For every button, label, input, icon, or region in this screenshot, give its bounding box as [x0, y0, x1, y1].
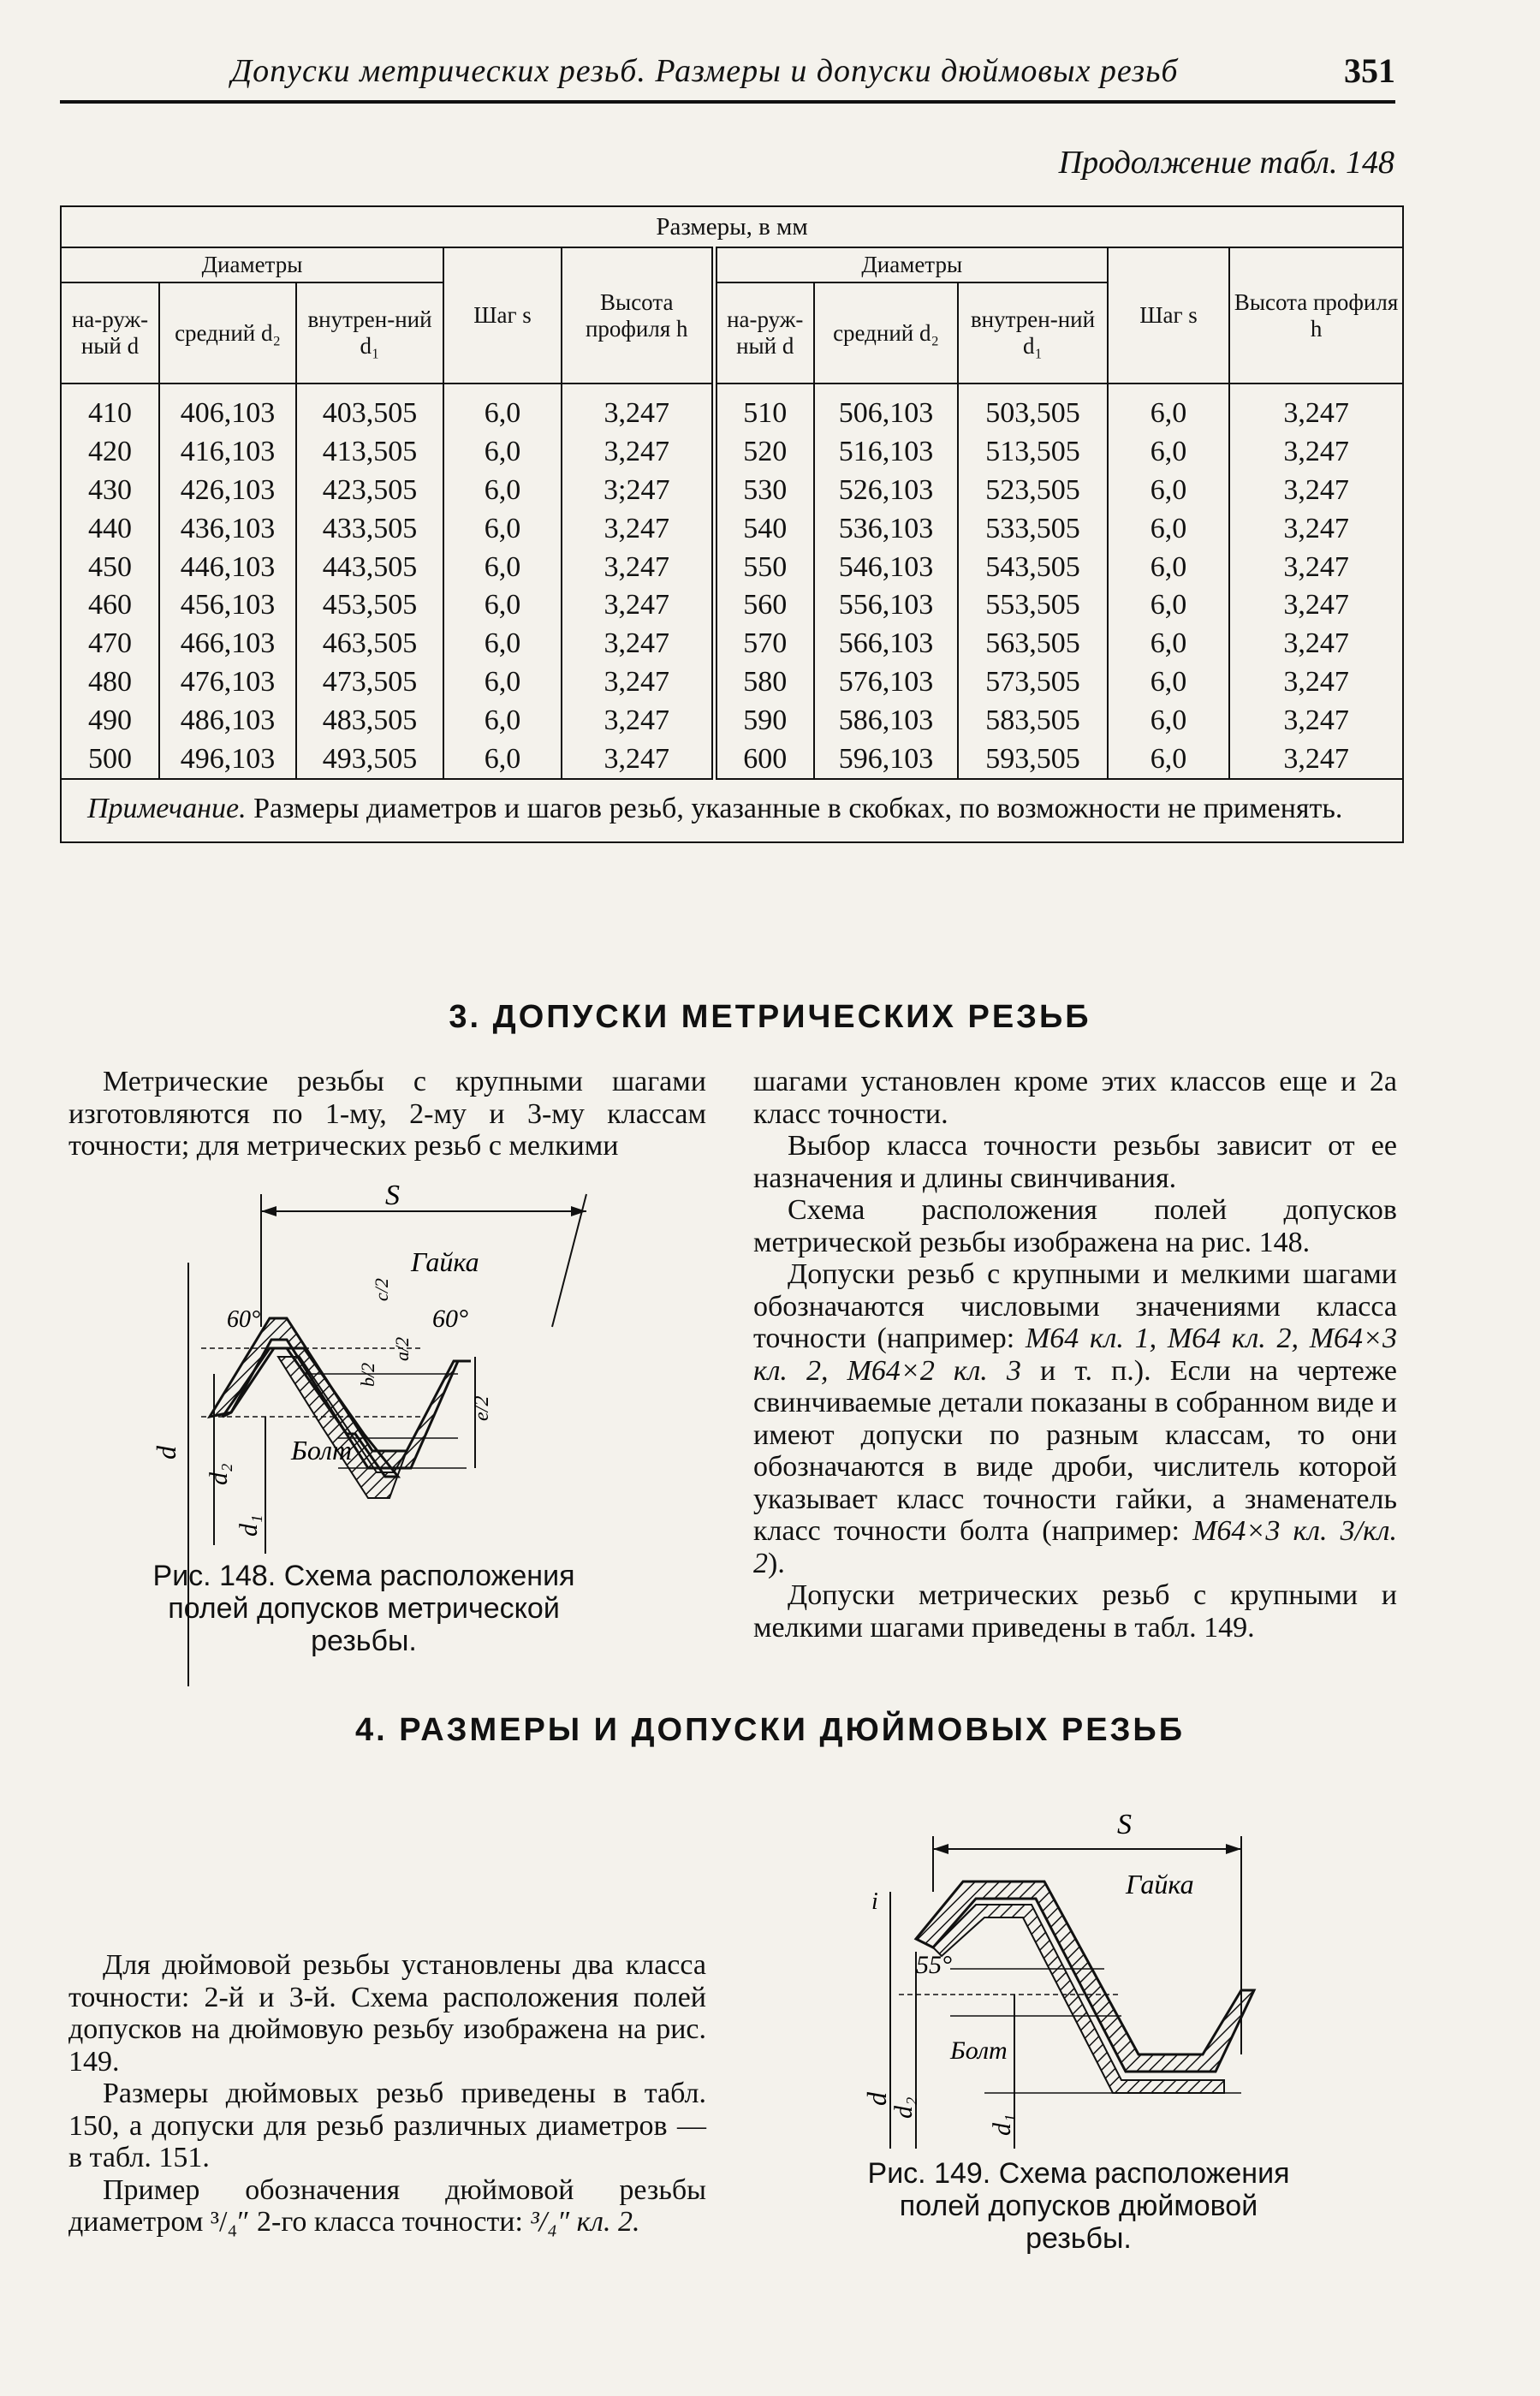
- table-cell: 6,0: [443, 472, 562, 510]
- table-note-text: Размеры диаметров и шагов резьб, указанные в скобках, по возможности не применять.: [246, 792, 1343, 824]
- table-cell: 433,505: [296, 509, 443, 548]
- header-height-right: Высота профиля h: [1229, 247, 1403, 383]
- section-4-p2: Размеры дюймовых резьб приведены в табл. 150, а допуски для резьб различных диаметров — в табл. 151.: [68, 2078, 706, 2173]
- section-3-right-p4-text-c: ).: [768, 1547, 785, 1579]
- fig148-label-c2: c/2: [371, 1278, 392, 1301]
- table-note: [61, 779, 1403, 842]
- table-cell: 3,247: [562, 509, 714, 548]
- table-cell: 573,505: [958, 663, 1108, 702]
- table-cell: 546,103: [814, 548, 958, 586]
- header-diameters-right: Диаметры: [714, 247, 1108, 282]
- table-cell: 526,103: [814, 472, 958, 510]
- table-cell: 510: [714, 383, 814, 433]
- table-cell: 500: [61, 740, 159, 779]
- table-caption: Размеры, в мм: [61, 206, 1403, 247]
- table-cell: 563,505: [958, 625, 1108, 663]
- fig148-label-b2: b/2: [357, 1362, 378, 1387]
- fig149-label-i: i: [871, 1888, 878, 1915]
- table-cell: 600: [714, 740, 814, 779]
- table-cell: 556,103: [814, 586, 958, 625]
- table-cell: 566,103: [814, 625, 958, 663]
- section-3-right-p4: [753, 1258, 1397, 1579]
- table-cell: 466,103: [159, 625, 296, 663]
- table-cell: 3,247: [562, 586, 714, 625]
- table-cell: 6,0: [443, 509, 562, 548]
- figure-149-caption: Рис. 149. Схема расположения полей допусков дюймовой резьбы.: [867, 2157, 1290, 2255]
- section-3-example-2: М64×3 кл. 3/кл. 2: [753, 1515, 1397, 1579]
- table-cell: 480: [61, 663, 159, 702]
- table-cell: 550: [714, 548, 814, 586]
- section-4-example: ³/₄″ кл. 2.: [530, 2206, 640, 2238]
- table-cell: 3,247: [1229, 663, 1403, 702]
- table-cell: 436,103: [159, 509, 296, 548]
- table-cell: 536,103: [814, 509, 958, 548]
- page-number: 351: [1344, 51, 1395, 90]
- table-cell: 530: [714, 472, 814, 510]
- table-cell: 6,0: [443, 548, 562, 586]
- fig149-label-d2: d₂: [889, 2096, 918, 2119]
- table-cell: 6,0: [1108, 433, 1229, 472]
- table-cell: 6,0: [1108, 586, 1229, 625]
- table-cell: 533,505: [958, 509, 1108, 548]
- table-cell: 410: [61, 383, 159, 433]
- table-cell: 6,0: [1108, 740, 1229, 779]
- section-3-right-p4-text-a: Допуски резьб с крупными и мелкими шагами обозначаются числовыми значениями класса точности (например:: [753, 1258, 1397, 1354]
- section-4-text: [68, 1949, 706, 2238]
- table-row: [61, 740, 1403, 779]
- table-cell: 413,505: [296, 433, 443, 472]
- table-cell: 3,247: [1229, 701, 1403, 740]
- fig148-label-bolt: Болт: [291, 1435, 353, 1466]
- header-outer-right: на-руж-ный d: [714, 282, 814, 383]
- fig149-label-nut: Гайка: [1126, 1869, 1194, 1900]
- table-cell: 3,247: [1229, 472, 1403, 510]
- section-3-right-p5: Допуски метрических резьб с крупными и мелкими шагами приведены в табл. 149.: [753, 1579, 1397, 1644]
- table-row: [61, 383, 1403, 433]
- fig149-label-d: d: [861, 2092, 892, 2106]
- table-cell: 3,247: [1229, 625, 1403, 663]
- table-cell: 6,0: [1108, 548, 1229, 586]
- table-cell: 576,103: [814, 663, 958, 702]
- table-note-label: Примечание.: [87, 792, 247, 824]
- figure-149-diagram: [861, 1798, 1310, 2157]
- section-4-heading: 4. РАЗМЕРЫ И ДОПУСКИ ДЮЙМОВЫХ РЕЗЬБ: [354, 1712, 1186, 1748]
- fig148-label-d2: d₂: [205, 1463, 233, 1485]
- section-3-left-paragraph: Метрические резьбы с крупными шагами изготовляются по 1-му, 2-му и 3-му классам точности; для метрических резьб с мелкими: [68, 1066, 706, 1162]
- table-row: [61, 509, 1403, 548]
- table-cell: 6,0: [443, 663, 562, 702]
- table-cell: 3,247: [1229, 383, 1403, 433]
- table-cell: 416,103: [159, 433, 296, 472]
- header-inner-right: внутрен-ний d₁: [958, 282, 1108, 383]
- header-pitch-left: Шаг s: [443, 247, 562, 383]
- table-row: [61, 586, 1403, 625]
- table-cell: 3;247: [562, 472, 714, 510]
- table-cell: 593,505: [958, 740, 1108, 779]
- table-cell: 6,0: [1108, 625, 1229, 663]
- section-3-example-1: М64 кл. 1, М64 кл. 2, М64×3 кл. 2, М64×2 кл. 3: [753, 1323, 1398, 1387]
- table-cell: 3,247: [1229, 740, 1403, 779]
- section-4-p3-text-b: 2-го класса точности:: [249, 2206, 531, 2238]
- table-cell: 6,0: [443, 625, 562, 663]
- table-cell: 403,505: [296, 383, 443, 433]
- table-cell: 543,505: [958, 548, 1108, 586]
- header-height-left: Высота профиля h: [562, 247, 714, 383]
- table-row: [61, 472, 1403, 510]
- fig148-label-a2: a/2: [391, 1336, 413, 1361]
- table-cell: 520: [714, 433, 814, 472]
- table-cell: 513,505: [958, 433, 1108, 472]
- table-cell: 6,0: [443, 586, 562, 625]
- section-3-right-p3: Схема расположения полей допусков метрической резьбы изображена на рис. 148.: [753, 1194, 1397, 1258]
- table-cell: 446,103: [159, 548, 296, 586]
- table-148: [60, 205, 1404, 843]
- fig148-label-e2: e/2: [471, 1395, 493, 1421]
- table-body: [61, 383, 1403, 779]
- table-cell: 463,505: [296, 625, 443, 663]
- table-cell: 460: [61, 586, 159, 625]
- header-pitch-right: Шаг s: [1108, 247, 1229, 383]
- table-cell: 540: [714, 509, 814, 548]
- figure-148-diagram: [150, 1177, 621, 1562]
- section-3-left-text: [68, 1066, 706, 1162]
- table-cell: 560: [714, 586, 814, 625]
- table-cell: 3,247: [562, 701, 714, 740]
- table-cell: 3,247: [1229, 548, 1403, 586]
- table-cell: 516,103: [814, 433, 958, 472]
- table-cell: 6,0: [1108, 383, 1229, 433]
- table-cell: 423,505: [296, 472, 443, 510]
- table-cell: 6,0: [1108, 509, 1229, 548]
- table-cell: 6,0: [1108, 472, 1229, 510]
- table-row: [61, 663, 1403, 702]
- table-cell: 420: [61, 433, 159, 472]
- table-row: [61, 433, 1403, 472]
- table-cell: 3,247: [562, 625, 714, 663]
- section-3-right-p1: шагами установлен кроме этих классов еще и 2а класс точности.: [753, 1066, 1397, 1130]
- table-row: [61, 701, 1403, 740]
- table-cell: 583,505: [958, 701, 1108, 740]
- figure-148-caption: Рис. 148. Схема расположения полей допусков метрической резьбы.: [152, 1560, 575, 1657]
- fig148-label-nut: Гайка: [411, 1246, 479, 1277]
- table-cell: 3,247: [562, 383, 714, 433]
- table-cell: 493,505: [296, 740, 443, 779]
- table-cell: 6,0: [443, 740, 562, 779]
- fig149-label-bolt: Болт: [950, 2036, 1008, 2065]
- table-cell: 3,247: [1229, 509, 1403, 548]
- fig148-label-s: S: [385, 1180, 400, 1211]
- table-cell: 6,0: [1108, 663, 1229, 702]
- header-diameters-left: Диаметры: [61, 247, 443, 282]
- table-cell: 430: [61, 472, 159, 510]
- table-cell: 3,247: [562, 663, 714, 702]
- table-cell: 483,505: [296, 701, 443, 740]
- fig148-label-angle-b: 60°: [227, 1306, 261, 1333]
- table-cell: 3,247: [1229, 586, 1403, 625]
- table-continuation-label: Продолжение табл. 148: [1058, 145, 1394, 181]
- table-cell: 453,505: [296, 586, 443, 625]
- table-cell: 6,0: [443, 701, 562, 740]
- table-cell: 590: [714, 701, 814, 740]
- table-cell: 503,505: [958, 383, 1108, 433]
- table-cell: 456,103: [159, 586, 296, 625]
- table-cell: 596,103: [814, 740, 958, 779]
- section-4-p1: Для дюймовой резьбы установлены два класса точности: 2-й и 3-й. Схема расположения полей допусков на дюймовую резьбу изображена на рис. 149.: [68, 1949, 706, 2078]
- fig149-label-d1: d₁: [988, 2114, 1016, 2136]
- table-cell: 473,505: [296, 663, 443, 702]
- header-inner-left: внутрен-ний d₁: [296, 282, 443, 383]
- fig149-label-s: S: [1117, 1809, 1132, 1840]
- section-3-right-text: [753, 1066, 1397, 1644]
- table-cell: 580: [714, 663, 814, 702]
- table-cell: 450: [61, 548, 159, 586]
- table-cell: 586,103: [814, 701, 958, 740]
- section-3-right-p2: Выбор класса точности резьбы зависит от ее назначения и длины свинчивания.: [753, 1130, 1397, 1194]
- table-cell: 6,0: [443, 383, 562, 433]
- fig148-label-d1: d₁: [235, 1514, 263, 1537]
- section-3-heading: 3. ДОПУСКИ МЕТРИЧЕСКИХ РЕЗЬБ: [449, 999, 1091, 1035]
- table-cell: 470: [61, 625, 159, 663]
- table-cell: 3,247: [562, 740, 714, 779]
- table-cell: 496,103: [159, 740, 296, 779]
- fig148-bolt-tolerance-field: [278, 1357, 407, 1498]
- fig148-label-angle-a: 60°: [432, 1305, 468, 1333]
- header-outer-left: на-руж-ный d: [61, 282, 159, 383]
- table-cell: 6,0: [443, 433, 562, 472]
- table-cell: 476,103: [159, 663, 296, 702]
- table-row: [61, 548, 1403, 586]
- table-cell: 3,247: [1229, 433, 1403, 472]
- table-row: [61, 625, 1403, 663]
- table-cell: 553,505: [958, 586, 1108, 625]
- table-cell: 3,247: [562, 548, 714, 586]
- table-cell: 523,505: [958, 472, 1108, 510]
- section-4-fraction: ³/₄″: [210, 2206, 250, 2238]
- table-cell: 490: [61, 701, 159, 740]
- table-cell: 3,247: [562, 433, 714, 472]
- table-cell: 486,103: [159, 701, 296, 740]
- table-cell: 440: [61, 509, 159, 548]
- table-cell: 443,505: [296, 548, 443, 586]
- table-cell: 426,103: [159, 472, 296, 510]
- table-cell: 406,103: [159, 383, 296, 433]
- section-4-p3: [68, 2174, 706, 2238]
- table-cell: 6,0: [1108, 701, 1229, 740]
- section-4-p3-text-a: Пример обозначения дюймовой резьбы диаметром: [68, 2173, 706, 2238]
- header-middle-right: средний d₂: [814, 282, 958, 383]
- table-cell: 570: [714, 625, 814, 663]
- section-3-right-p4-text-b: и т. п.). Если на чертеже свинчиваемые детали показаны в собранном виде и имеют допуски по разным классам, то они обозначаются в виде дроби, числитель которой указывает класс точности гайки, а знаменатель класс точности болта (например:: [753, 1354, 1397, 1547]
- fig148-label-d: d: [151, 1446, 181, 1460]
- header-middle-left: средний d₂: [159, 282, 296, 383]
- running-header-title: Допуски метрических резьб. Размеры и допуски дюймовых резьб: [231, 53, 1179, 89]
- fig149-label-angle: 55°: [916, 1951, 952, 1979]
- table-cell: 506,103: [814, 383, 958, 433]
- running-header: [60, 47, 1395, 104]
